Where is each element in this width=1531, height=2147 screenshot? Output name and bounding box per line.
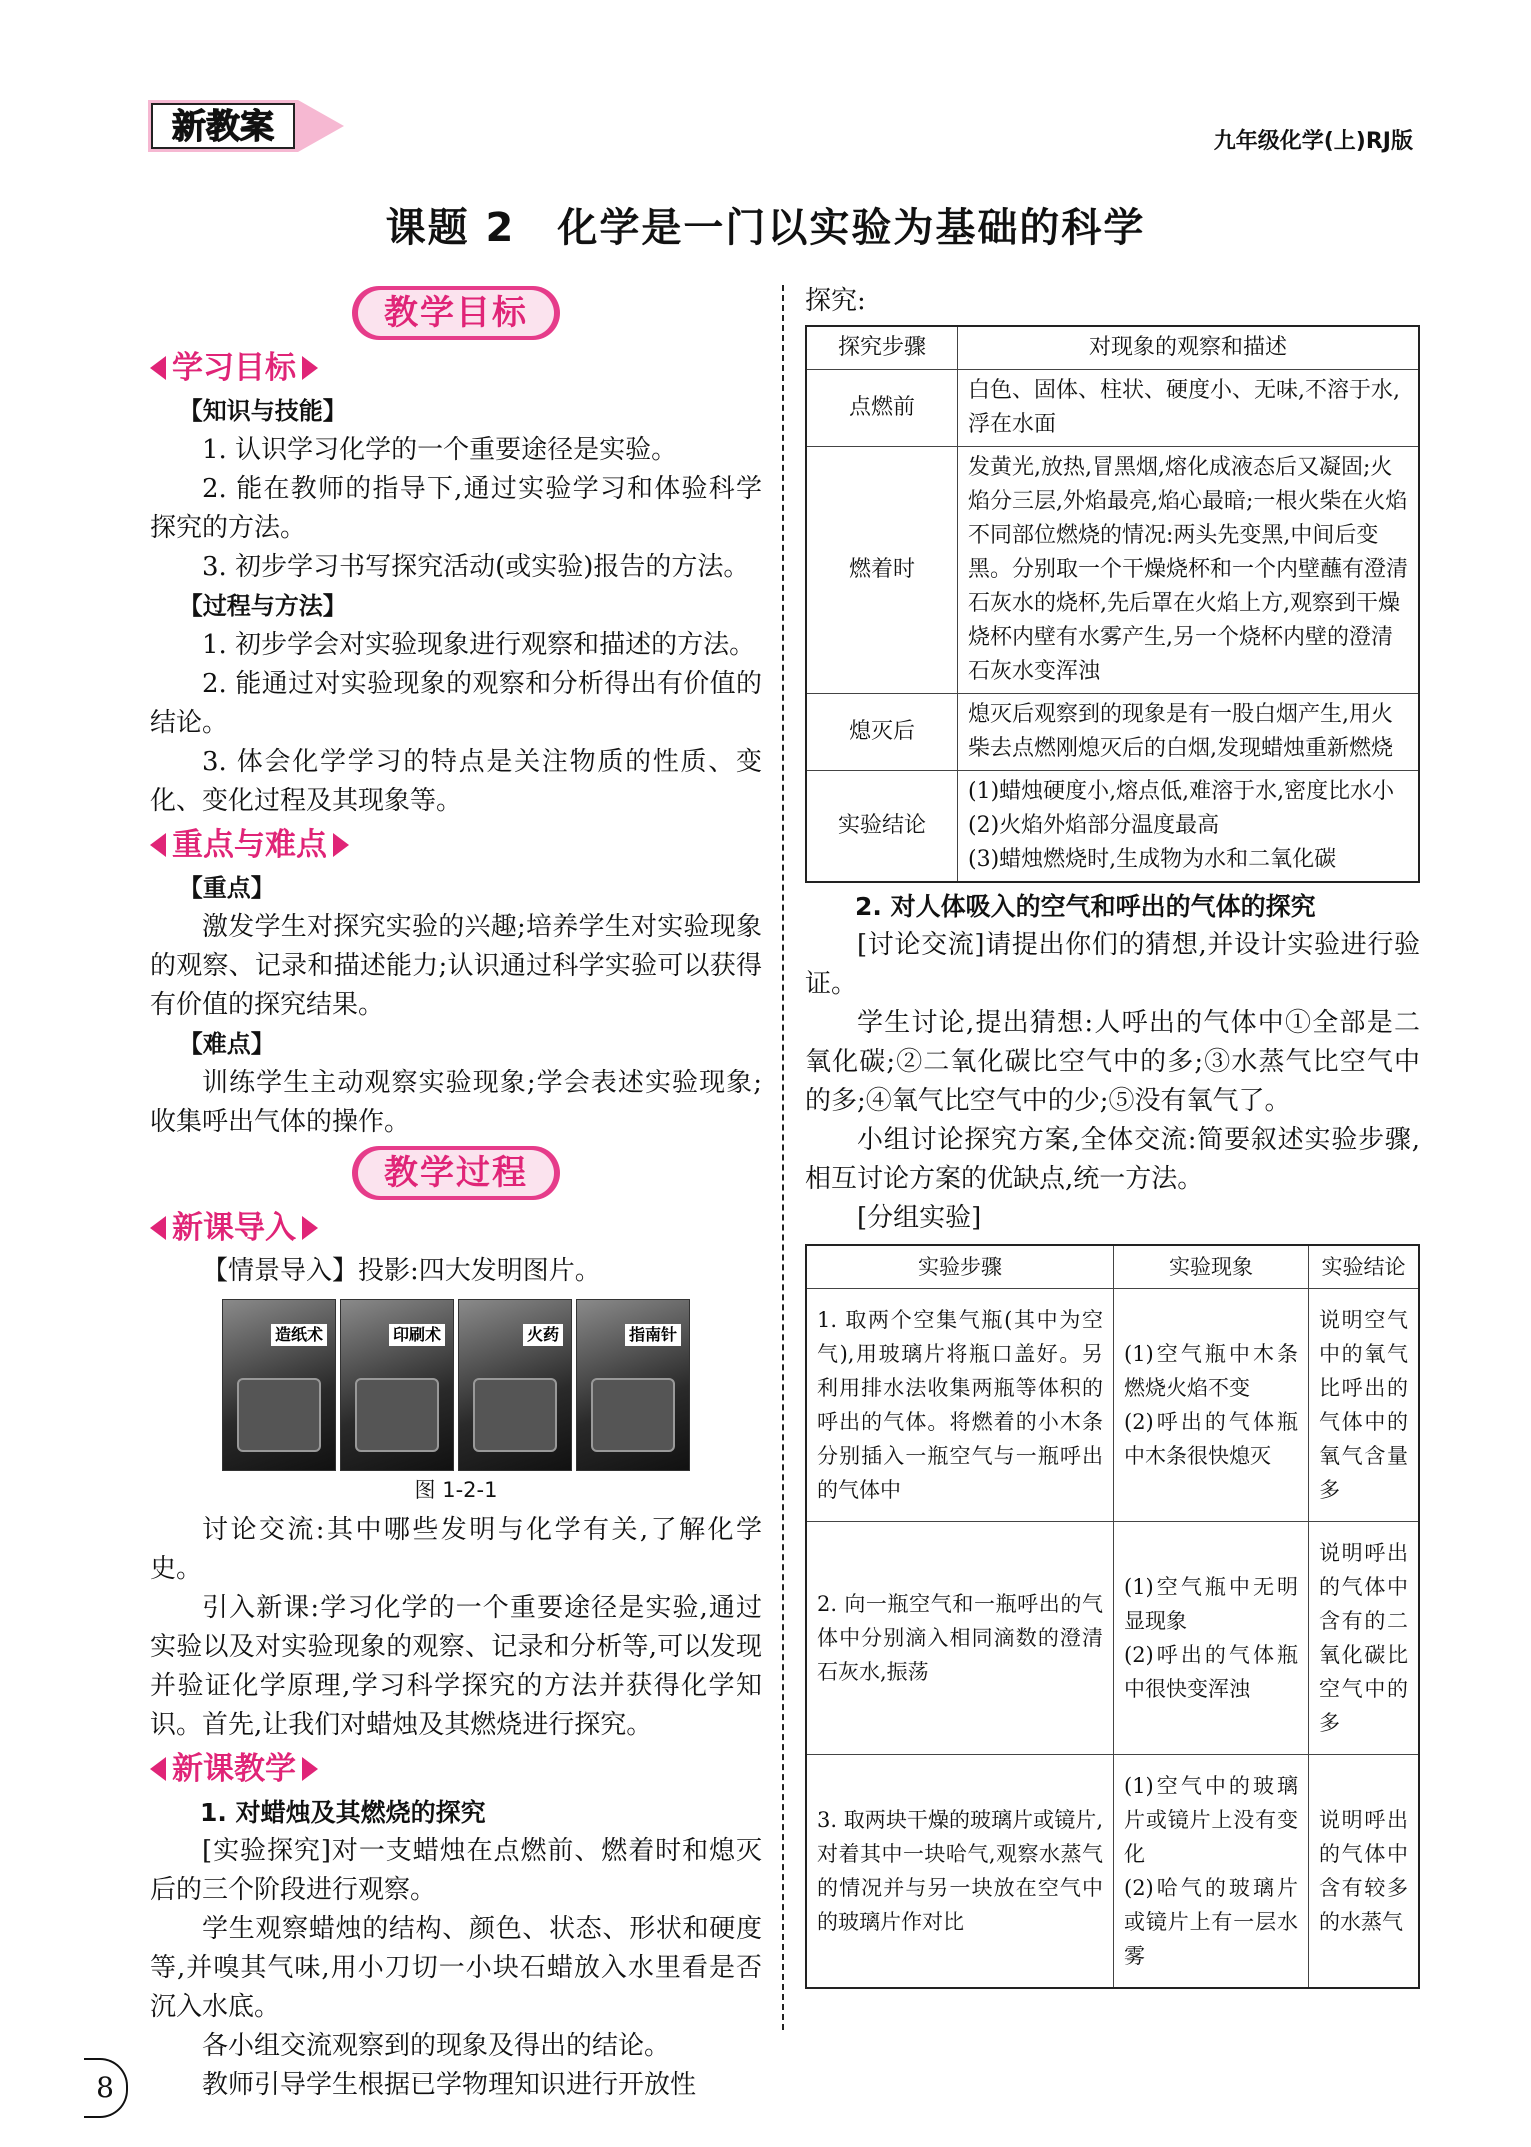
group-exp-label: [分组实验]	[857, 1203, 982, 1233]
section-key-diff: 重点与难点	[150, 823, 762, 867]
discuss-text: [讨论交流]请提出你们的猜想,并设计实验进行验证。	[805, 930, 1420, 999]
guess-text: 学生讨论,提出猜想:人呼出的气体中①全部是二氧化碳;②二氧化碳比空气中的多;③水蒸气比空气中的多;④氧气比空气中的少;⑤没有氧气了。	[805, 1008, 1420, 1116]
printing-image: 印刷术	[340, 1299, 454, 1471]
right-column	[805, 282, 1420, 1989]
process-pill: 教学过程	[150, 1146, 762, 1200]
left-column	[150, 282, 762, 2105]
page-number: 8	[84, 2058, 128, 2118]
scene-text: 【情景导入】投影:四大发明图片。	[202, 1256, 601, 1286]
table-row: 2. 向一瓶空气和一瓶呼出的气体中分别滴入相同滴数的澄清石灰水,振荡 (1)空气瓶中无明显现象 (2)呼出的气体瓶中很快变浑浊 说明呼出的气体中含有的二氧化碳比空气中的多	[806, 1522, 1419, 1755]
figure-caption: 图 1-2-1	[414, 1478, 498, 1502]
t2-header: 实验步骤	[806, 1245, 1114, 1289]
triangle-left-icon	[150, 1216, 166, 1240]
discuss-text: 讨论交流:其中哪些发明与化学有关,了解化学史。	[150, 1515, 762, 1584]
group-share-text: 各小组交流观察到的现象及得出的结论。	[202, 2031, 671, 2061]
plan-text: 小组讨论探究方案,全体交流:简要叙述实验步骤,相互讨论方案的优缺点,统一方法。	[805, 1125, 1420, 1194]
key-label: 【重点】	[178, 874, 275, 902]
ks-item: 1. 认识学习化学的一个重要途径是实验。	[202, 435, 678, 465]
t1-header: 探究步骤	[806, 326, 958, 370]
triangle-right-icon	[333, 833, 349, 857]
diff-label: 【难点】	[178, 1030, 275, 1058]
pm-item: 3. 体会化学学习的特点是关注物质的性质、变化、变化过程及其现象等。	[150, 747, 762, 816]
t2-header: 实验结论	[1309, 1245, 1420, 1289]
table-row: 1. 取两个空集气瓶(其中为空气),用玻璃片将瓶口盖好。另利用排水法收集两瓶等体积的呼出的气体。将燃着的小木条分别插入一瓶空气与一瓶呼出的气体中 (1)空气瓶中木条燃烧火焰不变 (2)呼出的气体瓶中木条很快熄灭 说明空气中的氧气比呼出的气体中的氧气含量多	[806, 1289, 1419, 1522]
gunpowder-image: 火药	[458, 1299, 572, 1471]
table-row: 点燃前 白色、固体、柱状、硬度小、无味,不溶于水,浮在水面	[806, 370, 1419, 447]
triangle-right-icon	[302, 356, 318, 380]
breath-table	[805, 1244, 1420, 1989]
t2-header: 实验现象	[1114, 1245, 1309, 1289]
exp-explore-text: [实验探究]对一支蜡烛在点燃前、燃着时和熄灭后的三个阶段进行观察。	[150, 1836, 762, 1905]
candle-title: 1. 对蜡烛及其燃烧的探究	[200, 1798, 486, 1827]
edition-label: 九年级化学(上)RJ版	[1213, 129, 1413, 154]
t1-header: 对现象的观察和描述	[958, 326, 1420, 370]
section-learning-goals: 学习目标	[150, 346, 762, 390]
section-teaching: 新课教学	[150, 1747, 762, 1791]
breath-title: 2. 对人体吸入的空气和呼出的气体的探究	[855, 892, 1316, 921]
triangle-left-icon	[150, 356, 166, 380]
candle-table	[805, 325, 1420, 883]
diff-text: 训练学生主动观察实验现象;学会表述实验现象;收集呼出气体的操作。	[150, 1068, 762, 1137]
observe-text: 学生观察蜡烛的结构、颜色、状态、形状和硬度等,并嗅其气味,用小刀切一小块石蜡放入水里看是否沉入水底。	[150, 1914, 762, 2022]
four-inventions-figure	[150, 1299, 762, 1471]
column-divider	[782, 285, 784, 2030]
table-row: 燃着时 发黄光,放热,冒黑烟,熔化成液态后又凝固;火焰分三层,外焰最亮,焰心最暗;一根火柴在火焰不同部位燃烧的情况:两头先变黑,中间后变黑。分别取一个干燥烧杯和一个内壁蘸有澄清石灰水的烧杯,先后罩在火焰上方,观察到干燥烧杯内壁有水雾产生,另一个烧杯内壁的澄清石灰水变浑浊	[806, 447, 1419, 694]
knowledge-skill-label: 【知识与技能】	[178, 397, 347, 425]
table-row: 熄灭后 熄灭后观察到的现象是有一股白烟产生,用火柴去点燃刚熄灭后的白烟,发现蜡烛重新燃烧	[806, 694, 1419, 771]
ks-item: 3. 初步学习书写探究活动(或实验)报告的方法。	[202, 552, 750, 582]
triangle-right-icon	[302, 1216, 318, 1240]
page-title: 课题 2 化学是一门以实验为基础的科学	[385, 205, 1146, 251]
process-method-label: 【过程与方法】	[178, 592, 347, 620]
svg-text:新教案: 新教案	[172, 107, 274, 147]
pm-item: 2. 能通过对实验现象的观察和分析得出有价值的结论。	[150, 669, 762, 738]
newlesson-text: 引入新课:学习化学的一个重要途径是实验,通过实验以及对实验现象的观察、记录和分析等,可以发现并验证化学原理,学习科学探究的方法并获得化学知识。首先,让我们对蜡烛及其燃烧进行探究。	[150, 1593, 762, 1740]
paper-making-image: 造纸术	[222, 1299, 336, 1471]
triangle-left-icon	[150, 833, 166, 857]
ks-item: 2. 能在教师的指导下,通过实验学习和体验科学探究的方法。	[150, 474, 762, 543]
goals-pill: 教学目标	[150, 286, 762, 340]
logo	[148, 94, 344, 154]
table-row: 实验结论 (1)蜡烛硬度小,熔点低,难溶于水,密度比水小 (2)火焰外焰部分温度最高 (3)蜡烛燃烧时,生成物为水和二氧化碳	[806, 771, 1419, 883]
explore-label: 探究:	[805, 286, 866, 316]
triangle-right-icon	[302, 1757, 318, 1781]
teacher-guide-text: 教师引导学生根据已学物理知识进行开放性	[202, 2070, 697, 2100]
triangle-left-icon	[150, 1757, 166, 1781]
section-intro: 新课导入	[150, 1206, 762, 1250]
key-text: 激发学生对探究实验的兴趣;培养学生对实验现象的观察、记录和描述能力;认识通过科学实验可以获得有价值的探究结果。	[150, 912, 762, 1020]
compass-image: 指南针	[576, 1299, 690, 1471]
table-row: 3. 取两块干燥的玻璃片或镜片,对着其中一块哈气,观察水蒸气的情况并与另一块放在空气中的玻璃片作对比 (1)空气中的玻璃片或镜片上没有变化 (2)哈气的玻璃片或镜片上有一层水雾 说明呼出的气体中含有较多的水蒸气	[806, 1755, 1419, 1989]
pm-item: 1. 初步学会对实验现象进行观察和描述的方法。	[202, 630, 756, 660]
